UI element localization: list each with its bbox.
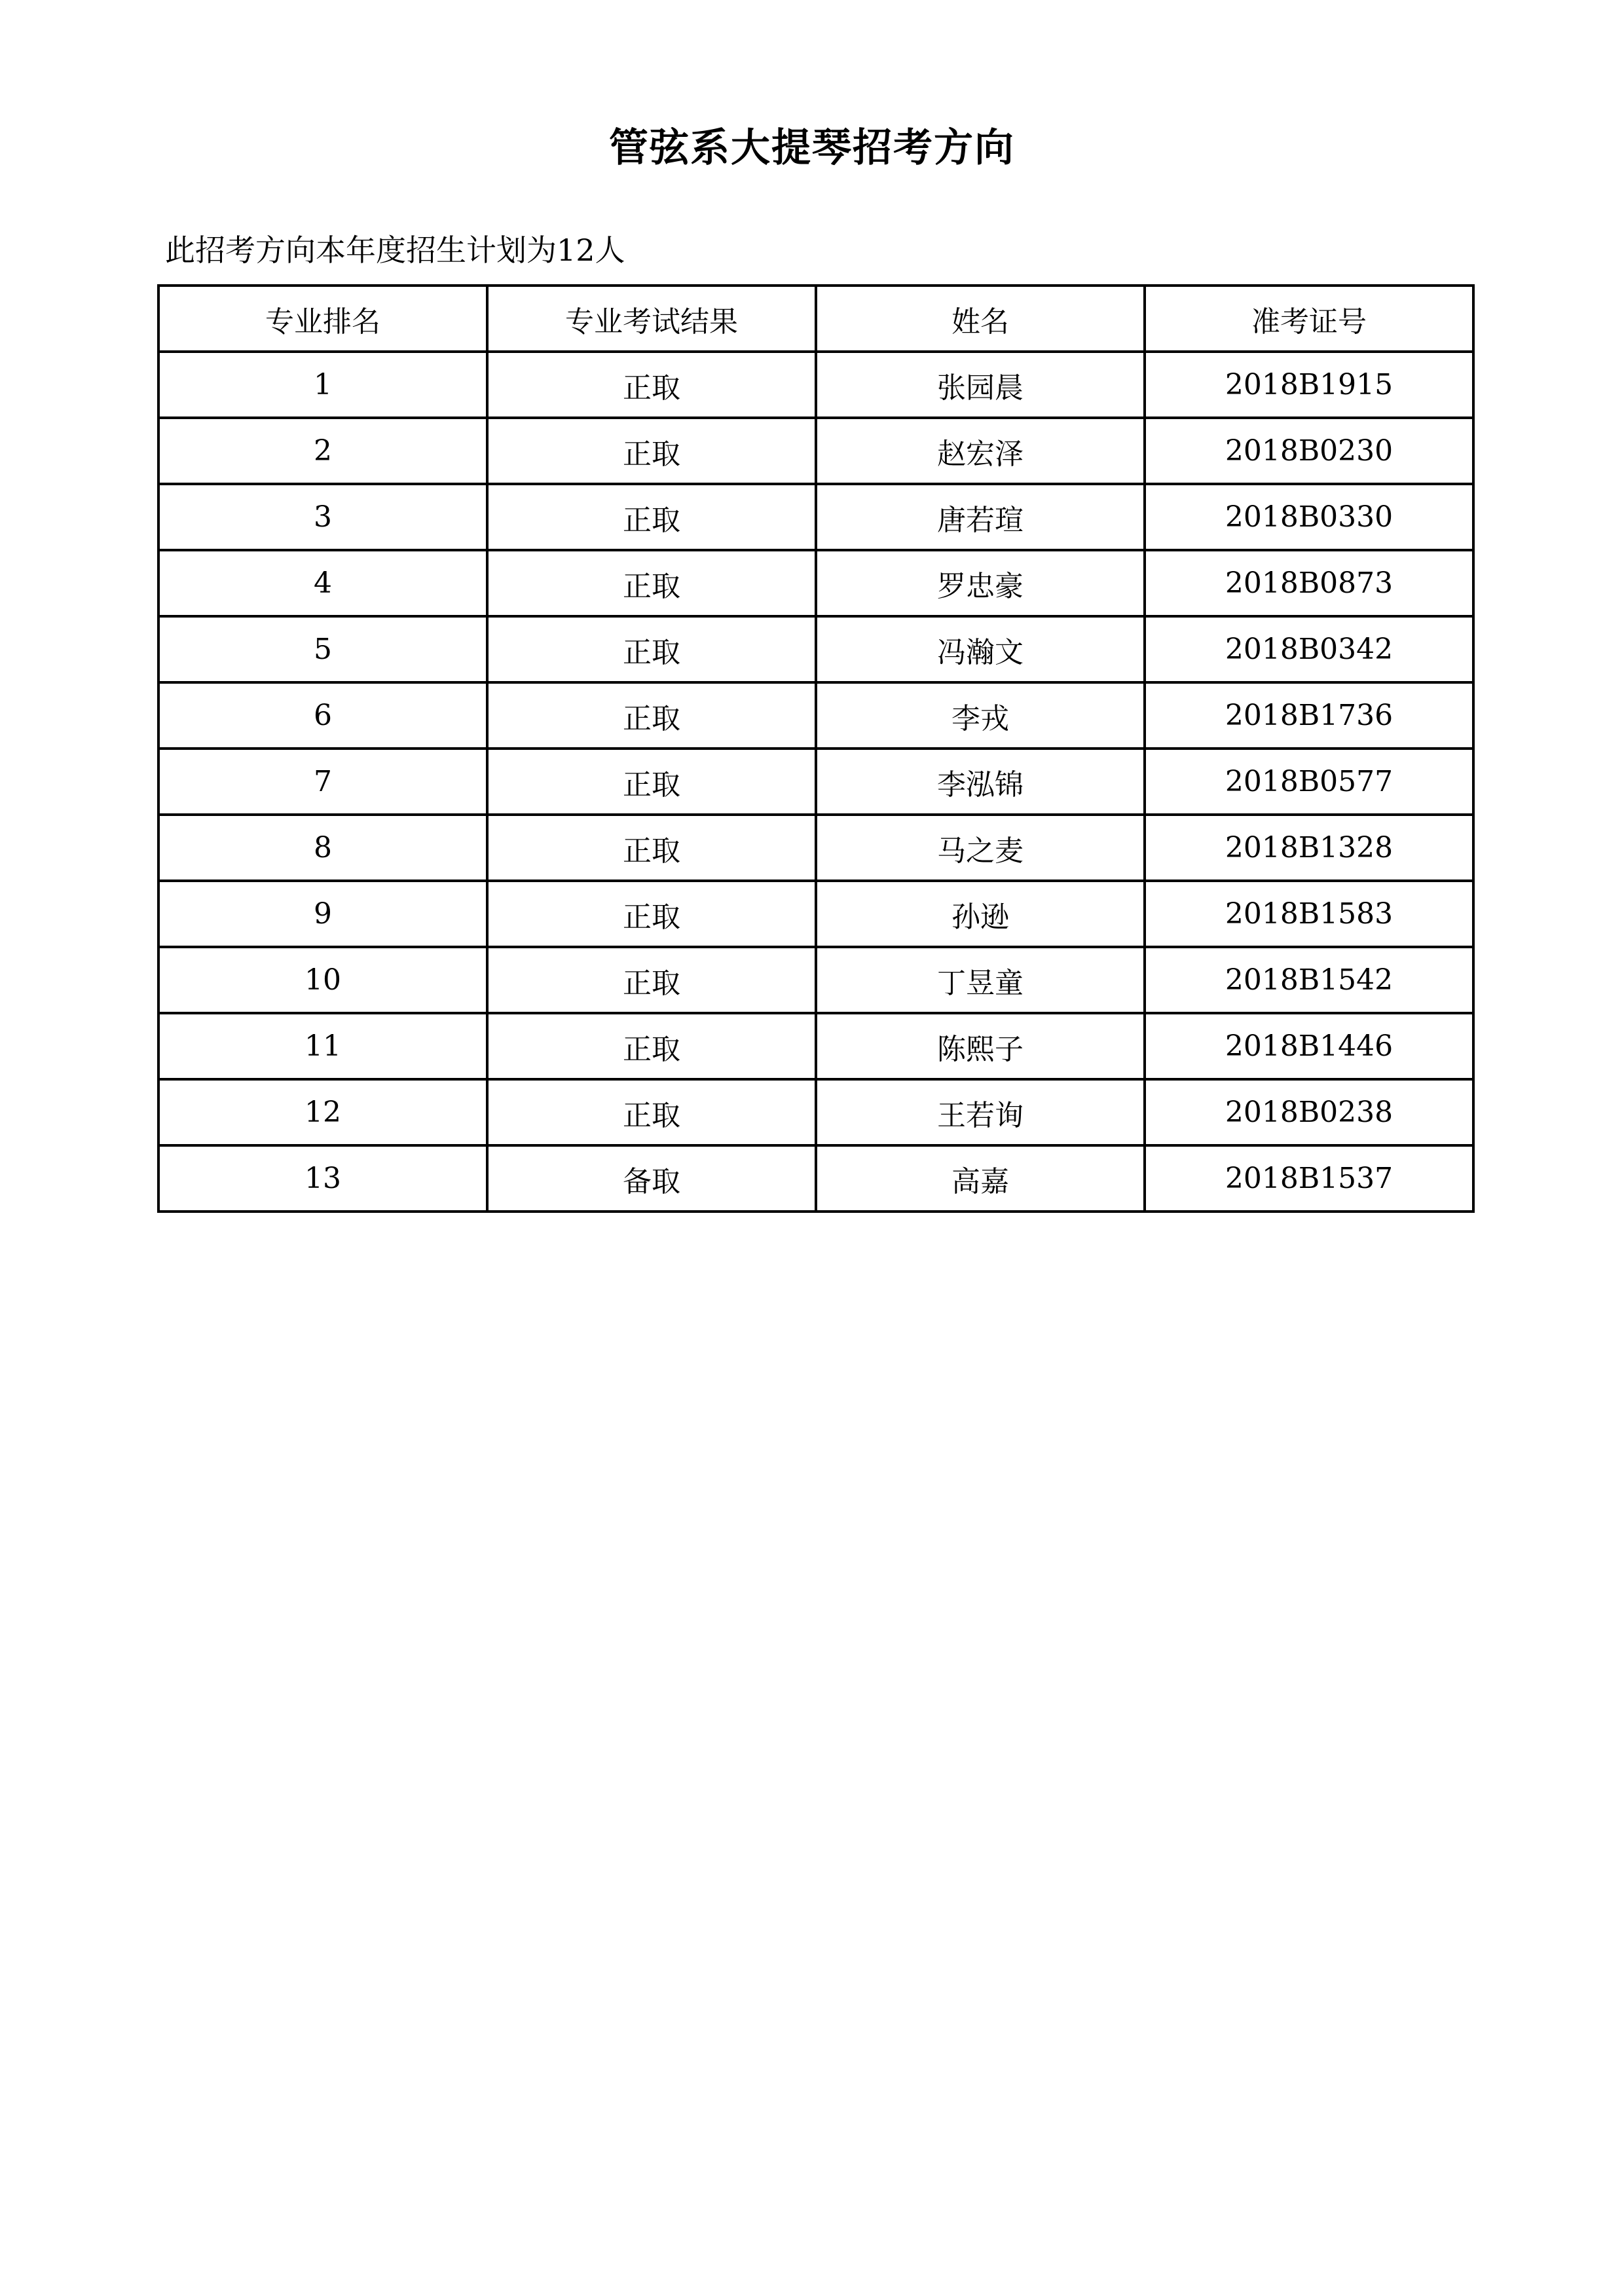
cell-result: 正取 <box>487 1013 816 1079</box>
cell-exam-id: 2018B1537 <box>1145 1145 1473 1212</box>
cell-result: 备取 <box>487 1145 816 1212</box>
cell-name: 唐若瑄 <box>816 484 1145 550</box>
cell-name: 张园晨 <box>816 352 1145 418</box>
table-row <box>158 1079 1473 1145</box>
cell-exam-id: 2018B1446 <box>1145 1013 1473 1079</box>
cell-result: 正取 <box>487 947 816 1013</box>
table-header-row <box>158 286 1473 352</box>
cell-exam-id: 2018B0577 <box>1145 749 1473 815</box>
cell-rank: 3 <box>158 484 487 550</box>
table-row <box>158 616 1473 682</box>
cell-rank: 13 <box>158 1145 487 1212</box>
cell-result: 正取 <box>487 616 816 682</box>
cell-rank: 7 <box>158 749 487 815</box>
cell-result: 正取 <box>487 484 816 550</box>
cell-rank: 5 <box>158 616 487 682</box>
header-rank: 专业排名 <box>158 286 487 352</box>
cell-name: 李泓锦 <box>816 749 1145 815</box>
cell-rank: 4 <box>158 550 487 616</box>
cell-result: 正取 <box>487 749 816 815</box>
cell-name: 赵宏泽 <box>816 418 1145 484</box>
header-name: 姓名 <box>816 286 1145 352</box>
cell-name: 丁昱童 <box>816 947 1145 1013</box>
cell-exam-id: 2018B0330 <box>1145 484 1473 550</box>
cell-rank: 12 <box>158 1079 487 1145</box>
cell-name: 罗忠豪 <box>816 550 1145 616</box>
cell-result: 正取 <box>487 418 816 484</box>
cell-name: 陈熙子 <box>816 1013 1145 1079</box>
cell-result: 正取 <box>487 352 816 418</box>
cell-rank: 6 <box>158 682 487 749</box>
table-row <box>158 749 1473 815</box>
table-row <box>158 418 1473 484</box>
cell-name: 王若询 <box>816 1079 1145 1145</box>
cell-exam-id: 2018B1736 <box>1145 682 1473 749</box>
table-row <box>158 881 1473 947</box>
table-row <box>158 1013 1473 1079</box>
cell-result: 正取 <box>487 682 816 749</box>
table-row <box>158 947 1473 1013</box>
cell-exam-id: 2018B1328 <box>1145 815 1473 881</box>
table-row <box>158 1145 1473 1212</box>
table-row <box>158 550 1473 616</box>
cell-exam-id: 2018B0238 <box>1145 1079 1473 1145</box>
table-row <box>158 682 1473 749</box>
cell-exam-id: 2018B0342 <box>1145 616 1473 682</box>
table-row <box>158 352 1473 418</box>
cell-exam-id: 2018B1542 <box>1145 947 1473 1013</box>
header-exam-id: 准考证号 <box>1145 286 1473 352</box>
cell-exam-id: 2018B0230 <box>1145 418 1473 484</box>
cell-rank: 9 <box>158 881 487 947</box>
cell-name: 马之麦 <box>816 815 1145 881</box>
cell-exam-id: 2018B0873 <box>1145 550 1473 616</box>
cell-name: 高嘉 <box>816 1145 1145 1212</box>
cell-rank: 8 <box>158 815 487 881</box>
cell-result: 正取 <box>487 815 816 881</box>
admission-ranking-table <box>157 284 1475 1213</box>
cell-exam-id: 2018B1915 <box>1145 352 1473 418</box>
cell-rank: 2 <box>158 418 487 484</box>
table-row <box>158 484 1473 550</box>
cell-name: 孙逊 <box>816 881 1145 947</box>
cell-result: 正取 <box>487 881 816 947</box>
cell-name: 冯瀚文 <box>816 616 1145 682</box>
document-title: 管弦系大提琴招考方向 <box>609 125 1015 171</box>
cell-rank: 10 <box>158 947 487 1013</box>
cell-result: 正取 <box>487 550 816 616</box>
cell-exam-id: 2018B1583 <box>1145 881 1473 947</box>
header-result: 专业考试结果 <box>487 286 816 352</box>
cell-name: 李戎 <box>816 682 1145 749</box>
enrollment-quota-note: 此招考方向本年度招生计划为12人 <box>165 232 625 268</box>
cell-rank: 1 <box>158 352 487 418</box>
cell-result: 正取 <box>487 1079 816 1145</box>
cell-rank: 11 <box>158 1013 487 1079</box>
table-row <box>158 815 1473 881</box>
